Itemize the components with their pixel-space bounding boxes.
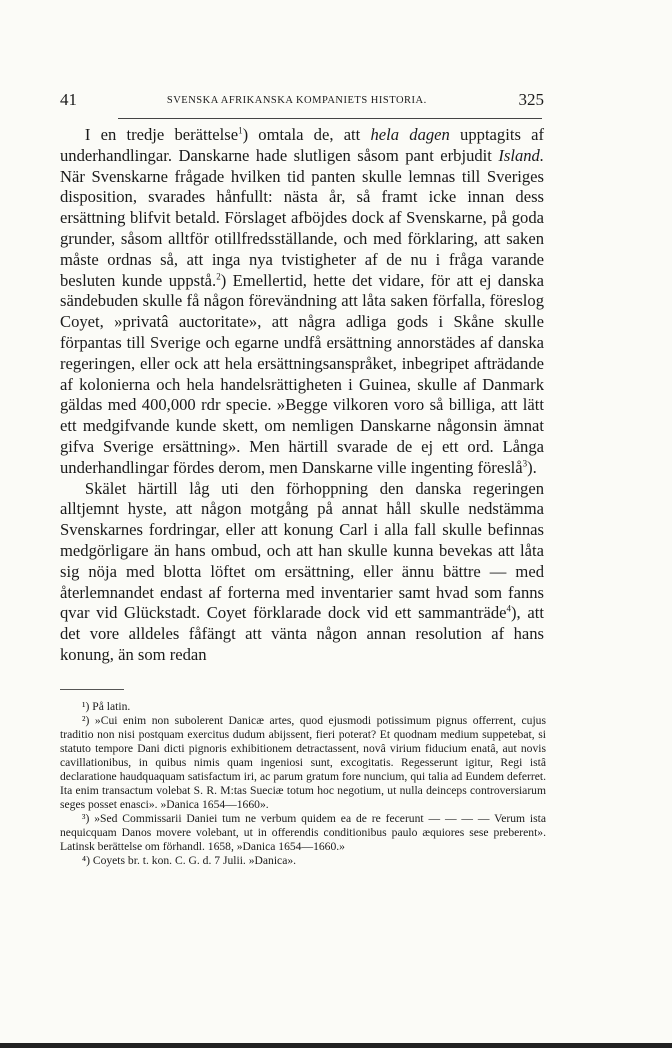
paragraph-2: Skälet härtill låg uti den förhoppning den danska regeringen alltjemnt hyste, att någon motgång på annat håll skulle nedstämma Svenskarnes fordringar, eller att konung Carl i alla fall skulle befinnas medgörligare än hans ombud, och att han skulle kunna bevekas att låta sig nöja med blotta löftet om ersättning, eller ännu bättre — med återlemnandet endast af forterna med inventarier samt hvad som fanns qvar vid Glückstadt. Coyet förklarade dock vid ett sammanträde$^4$), att det vore alldeles fåfängt att vänta någon annan resolution af hans konung, än som redan: [60, 478, 544, 664]
main-text: [60, 125, 544, 666]
footnote-4: ⁴) Coyets br. t. kon. C. G. d. 7 Julii. »Danica».: [82, 854, 297, 867]
footnote-2: ²) »Cui enim non subolerent Danicæ artes, quod ejusmodi potissimum pignus offerrent, cujus traditio non nisi postquam exercitus dudum abijssent, fieri poterat? Et quodnam medium suppetebat, si statuto tempore Dani dicti pignoris exhibitionem detractassent, novâ virium fiducium enatâ, aut novis cavillationibus, in quibus nimis quam ingeniosi sunt, excogitatis. Regesserunt igitur, Regi istâ declaratione haudquaquam satisfactum iri, ac parum gratum fore nuncium, qui talia ad Eundem deferret. Ita enim transactum volebat S. R. M:tas Sueciæ totum hoc negotium, ut nulla deinceps controversiarum seges posset enasci». »Danica 1654—1660».: [60, 714, 546, 811]
page-number: 325: [518, 90, 544, 109]
footnotes: [60, 700, 546, 868]
footnote-ref-2: 2: [216, 271, 221, 282]
italic-phrase: hela dagen: [370, 125, 450, 144]
header-rule: [118, 118, 542, 119]
footnote-rule: [60, 689, 124, 690]
running-header: [60, 90, 544, 110]
scan-edge: [0, 1043, 672, 1048]
footnote-3: ³) »Sed Commissarii Daniei tum ne verbum quidem ea de re fecerunt — — — — Verum ista nequicquam Danos movere volebant, ut in offerendis conditionibus paulo æquiores sese preberent». Latinsk berättelse om förhandl. 1658, »Danica 1654—1660.»: [60, 812, 546, 853]
italic-place: Island.: [498, 145, 544, 165]
paragraph-1: I en tredje berättelse$^1$) omtala de, att hela dagen upptagits af underhandlingar. Danskarne hade slutligen såsom pant erbjudit Island. När Svenskarne frågade hvilken tid panten skulle lemnas till Sveriges disposition, svarades hånfullt: nästa år, så framt icke innan dess ersättning blifvit betald. Förslaget afböjdes dock af Svenskarne, på goda grunder, såsom alltför otillfredsställande, och med förklaring, att saken måste ordnas så, att inga nya tvistigheter af de nu i fråga varande besluten kunde uppstå.$^2$) Emellertid, hette det vidare, för att ej danska sändebuden skulle få någon förevändning att låta saken förfalla, föreslog Coyet, »privatâ auctoritate», att några adliga gods i Skåne skulle förpantas till Sverige och egarne undfå ersättning annorstädes af danska regeringen, eller ock att hela ersättningsanspråket, inbegripet afträdande af kolonierna och hela handelsrättigheten i Guinea, skulle af Danmark gäldas med 400,000 rdr specie. »Begge vilkoren voro så billiga, att lätt ett medgifvande kunde skett, om nemligen Danskarne någonsin ämnat gifva Sverige ersättning». Men härtill svarade de ej ett ord. Långa underhandlingar fördes derom, men Danskarne ville ingenting föreslå$^3$).: [60, 125, 545, 477]
running-title: SVENSKA AFRIKANSKA KOMPANIETS HISTORIA.: [166, 95, 427, 106]
footnote-1: ¹) På latin.: [82, 700, 131, 713]
footnote-ref-1: 1: [238, 125, 243, 136]
footnote-ref-3: 3: [522, 458, 528, 469]
signature-mark: 41: [60, 90, 77, 109]
footnote-ref-4: 4: [506, 603, 512, 614]
